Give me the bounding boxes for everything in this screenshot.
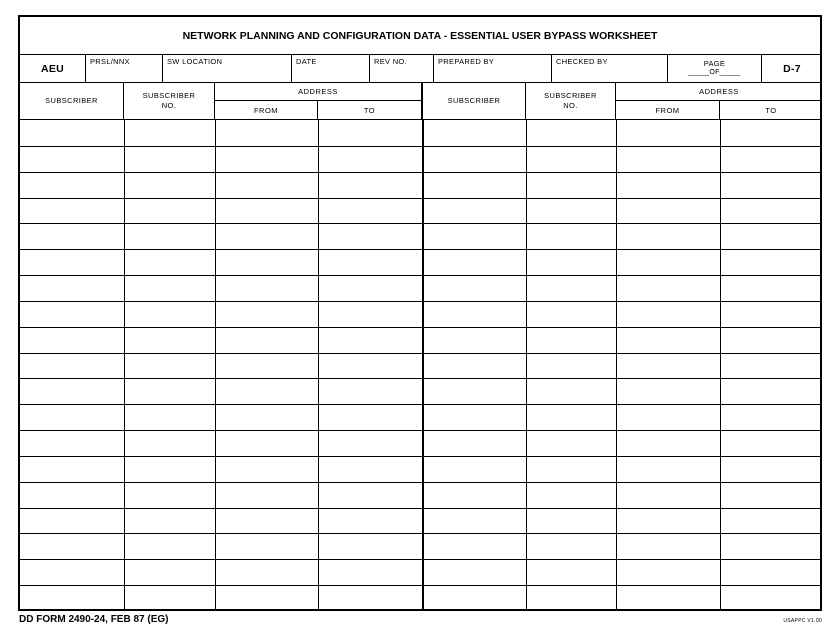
subscriber-no-header-line2: NO. [161,101,177,110]
prepared-by-field[interactable] [434,55,552,82]
subscriber-no-header-line2: NO. [563,101,578,110]
subscriber-header: SUBSCRIBER [447,96,501,105]
checked-by-field[interactable] [552,55,668,82]
page-label: PAGE [703,59,726,68]
sw-location-label: SW LOCATION [167,57,223,66]
form-code-cell [762,55,822,82]
subscriber-no-header-line1: SUBSCRIBER [142,91,196,100]
table-row-divider [20,482,820,483]
subscriber-no-header-line1: SUBSCRIBER [544,91,597,100]
data-grid [20,120,820,611]
prsl-nnx-label: PRSL/NNX [90,57,130,66]
form-code: D-7 [783,62,801,75]
table-row-divider [20,456,820,457]
col-subscriber-no-right [526,83,616,119]
col-address-left [215,83,423,119]
table-row-divider [20,559,820,560]
col-subscriber-left [20,83,124,119]
aeu-label: AEU [40,62,65,75]
prsl-nnx-field[interactable] [86,55,163,82]
table-row-divider [20,404,820,405]
to-header: TO [765,105,777,115]
table-row-divider [20,301,820,302]
table-row-divider [20,275,820,276]
table-row-divider [20,327,820,328]
grid-column-divider [720,120,721,611]
rev-no-field[interactable] [370,55,434,82]
sw-location-field[interactable] [163,55,292,82]
table-row-divider [20,198,820,199]
table-row-divider [20,508,820,509]
form-id: DD FORM 2490-24, FEB 87 (EG) [19,614,169,625]
table-row-divider [20,533,820,534]
from-header: FROM [215,101,318,119]
grid-column-divider [526,120,527,611]
table-row-divider [20,172,820,173]
aeu-cell [20,55,86,82]
worksheet-form [18,15,822,611]
date-field[interactable] [292,55,370,82]
table-row-divider [20,378,820,379]
grid-column-divider [124,120,125,611]
table-row-divider [20,585,820,586]
column-header-row [20,83,820,120]
table-row-divider [20,249,820,250]
grid-column-divider [318,120,319,611]
address-header: ADDRESS [215,83,421,101]
table-row-divider [20,146,820,147]
col-subscriber-right [423,83,526,119]
grid-column-divider [616,120,617,611]
address-header: ADDRESS [616,83,822,101]
table-row-divider [20,430,820,431]
rev-no-label: REV NO. [374,57,407,66]
table-row-divider [20,223,820,224]
table-row-divider [20,353,820,354]
col-subscriber-no-left [124,83,215,119]
form-version: USAPPC V1.00 [783,618,822,624]
grid-column-divider [215,120,216,611]
page-field[interactable] [668,55,762,82]
prepared-by-label: PREPARED BY [438,57,495,66]
checked-by-label: CHECKED BY [556,57,608,66]
to-header: TO [363,105,376,115]
subscriber-header: SUBSCRIBER [45,96,98,105]
col-address-right [616,83,822,119]
page-of-label: _____OF_____ [688,69,741,76]
date-label: DATE [296,57,317,66]
grid-column-divider [422,120,424,611]
form-title: NETWORK PLANNING AND CONFIGURATION DATA - ESSENTIAL USER BYPASS WORKSHEET [20,17,820,55]
header-row [20,55,820,83]
from-header: FROM [616,101,720,119]
